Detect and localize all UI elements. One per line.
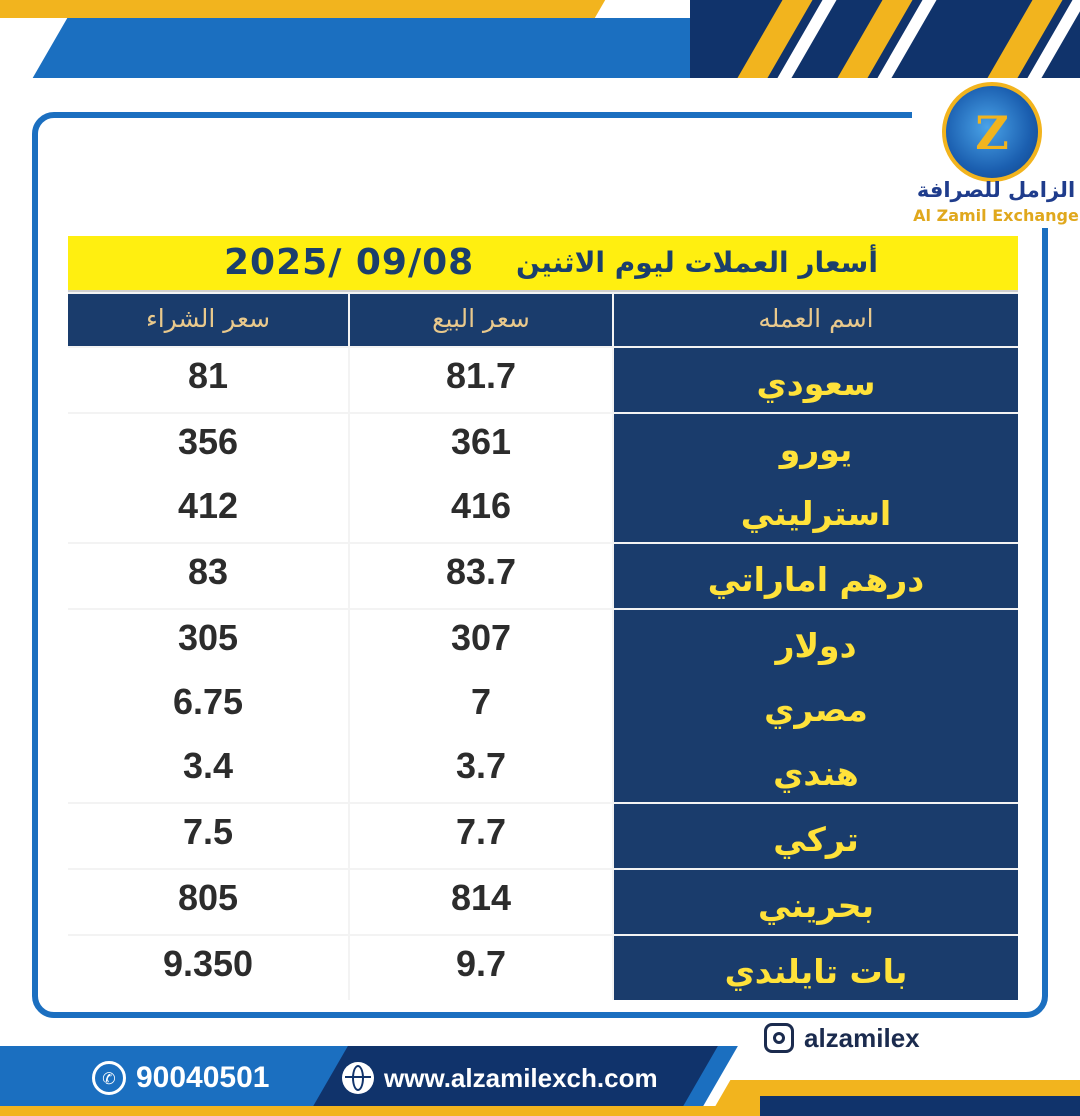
currency-column-header: اسم العمله [614, 294, 1018, 346]
table-row [68, 414, 1018, 478]
currency-name-cell: مصري [614, 674, 1018, 738]
bottom-gold-bar [0, 1106, 720, 1116]
rates-title: أسعار العملات ليوم الاثنين [516, 246, 878, 279]
table-row [68, 478, 1018, 542]
sell-rate-cell: 83.7 [350, 544, 612, 608]
buy-rate-cell: 6.75 [68, 674, 348, 738]
table-row [68, 804, 1018, 868]
buy-rate-cell: 356 [68, 414, 348, 478]
sell-rate-cell: 7 [350, 674, 612, 738]
table-title-bar [68, 236, 1018, 292]
table-row [68, 738, 1018, 802]
sell-rate-cell: 81.7 [350, 348, 612, 412]
website-link[interactable] [342, 1056, 658, 1100]
sell-column-header: سعر البيع [350, 294, 612, 346]
buy-rate-cell: 83 [68, 544, 348, 608]
instagram-handle-text: alzamilex [804, 1022, 920, 1053]
top-yellow-banner [0, 0, 605, 18]
table-row [68, 348, 1018, 412]
currency-name-cell: درهم اماراتي [614, 544, 1018, 608]
brand-name-english: Al Zamil Exchange [913, 206, 1079, 225]
buy-rate-cell: 305 [68, 610, 348, 674]
bottom-navy-bar [760, 1096, 1080, 1116]
sell-rate-cell: 361 [350, 414, 612, 478]
table-row [68, 936, 1018, 1000]
currency-name-cell: تركي [614, 804, 1018, 868]
table-row [68, 610, 1018, 674]
table-header-row [68, 294, 1018, 346]
brand-logo [912, 78, 1080, 228]
buy-rate-cell: 81 [68, 348, 348, 412]
buy-rate-cell: 9.350 [68, 936, 348, 1000]
table-row [68, 674, 1018, 738]
sell-rate-cell: 416 [350, 478, 612, 542]
logo-letter: Z [975, 106, 1009, 160]
currency-name-cell: استرليني [614, 478, 1018, 542]
currency-name-cell: هندي [614, 738, 1018, 802]
globe-icon [342, 1062, 374, 1094]
website-url: www.alzamilexch.com [384, 1062, 658, 1093]
sell-rate-cell: 307 [350, 610, 612, 674]
instagram-icon [764, 1023, 794, 1053]
instagram-handle[interactable] [764, 1020, 920, 1056]
currency-name-cell: سعودي [614, 348, 1018, 412]
exchange-rates-table [68, 236, 1018, 1000]
buy-rate-cell: 412 [68, 478, 348, 542]
currency-name-cell: بحريني [614, 870, 1018, 934]
phone-number: 90040501 [136, 1061, 270, 1094]
sell-rate-cell: 9.7 [350, 936, 612, 1000]
buy-rate-cell: 3.4 [68, 738, 348, 802]
table-row [68, 544, 1018, 608]
sell-rate-cell: 7.7 [350, 804, 612, 868]
sell-rate-cell: 3.7 [350, 738, 612, 802]
currency-name-cell: يورو [614, 414, 1018, 478]
table-row [68, 870, 1018, 934]
whatsapp-contact[interactable] [92, 1056, 269, 1100]
buy-column-header: سعر الشراء [68, 294, 348, 346]
brand-name-arabic: الزامل للصرافة [916, 178, 1076, 202]
rates-date: 2025/ 09/08 [224, 242, 475, 283]
currency-name-cell: دولار [614, 610, 1018, 674]
buy-rate-cell: 7.5 [68, 804, 348, 868]
top-blue-banner [33, 18, 748, 78]
globe-emblem-icon [942, 82, 1042, 182]
buy-rate-cell: 805 [68, 870, 348, 934]
sell-rate-cell: 814 [350, 870, 612, 934]
currency-name-cell: بات تايلندي [614, 936, 1018, 1000]
whatsapp-icon: ✆ [92, 1061, 126, 1095]
